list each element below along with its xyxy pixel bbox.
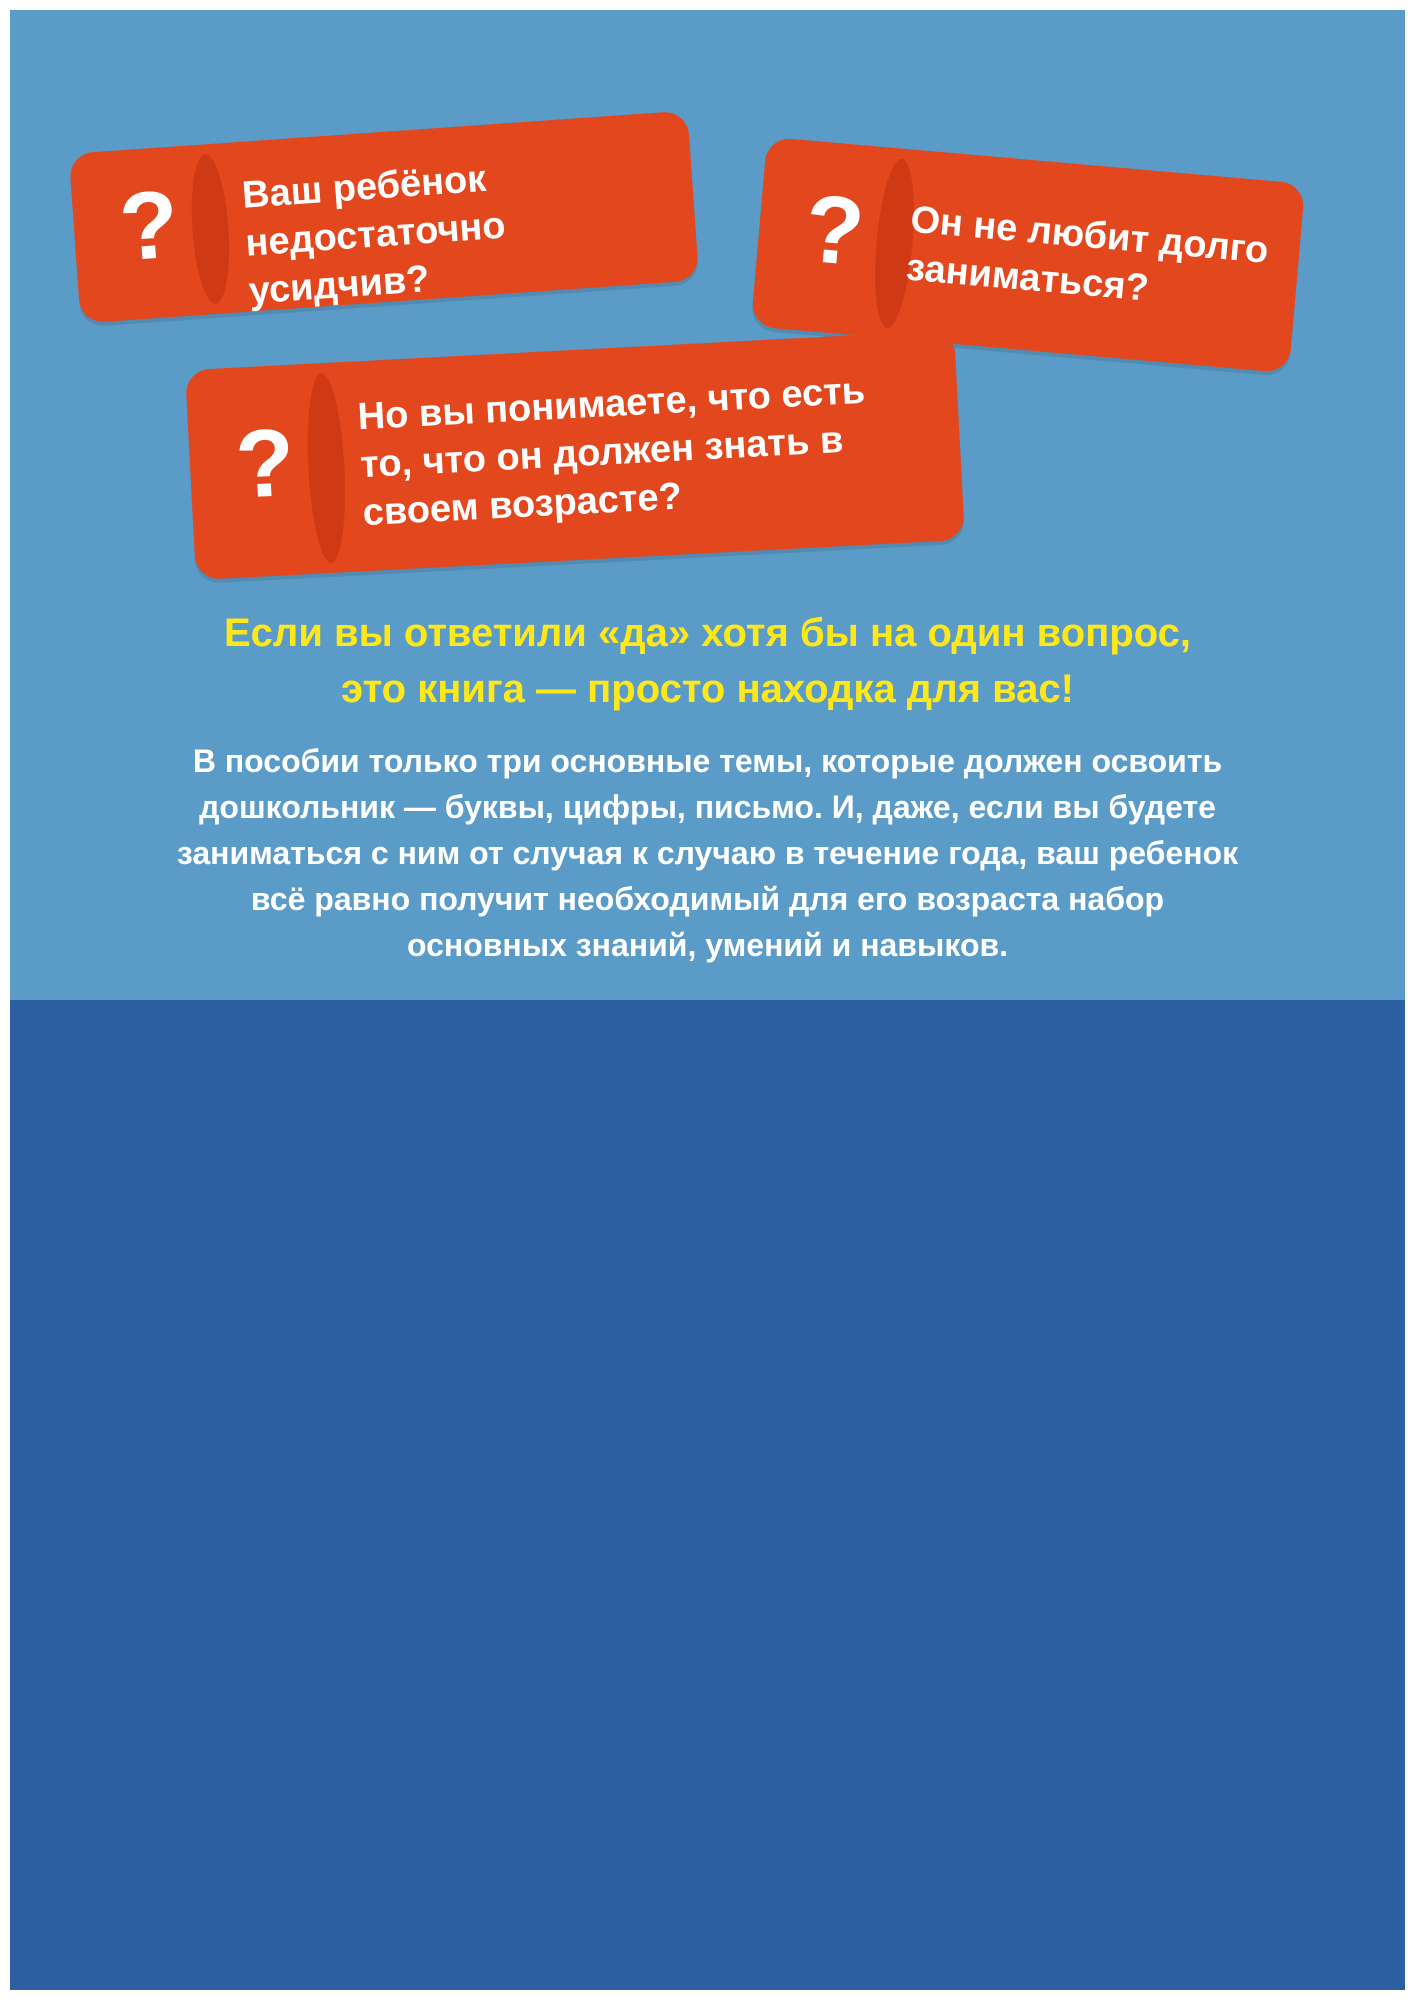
top-panel (10, 10, 1405, 1000)
question-bubble-1 (69, 111, 699, 324)
question-text-2: Он не любит долго заниматься? (904, 198, 1270, 310)
question-bubble-3 (185, 330, 965, 580)
headline (10, 605, 1405, 717)
description-line: В пособии только три основные темы, которые должен освоить (192, 743, 1223, 779)
description-line: дошкольник — буквы, цифры, письмо. И, даже, если вы будете (199, 789, 1216, 825)
description-line: всё равно получит необходимый для его возраста набор (250, 881, 1165, 917)
question-text-3: Но вы понимаете, что есть то, что он должен знать в своем возрасте? (356, 369, 867, 535)
bottom-panel (10, 1000, 1405, 1990)
description (90, 738, 1325, 968)
headline-line-1: Если вы ответили «да» хотя бы на один вопрос, (224, 611, 1191, 655)
headline-line-2: это книга — просто находка для вас! (341, 667, 1074, 711)
description-line: заниматься с ним от случая к случаю в течение года, ваш ребенок (176, 835, 1239, 871)
question-mark-icon: ? (800, 174, 869, 287)
question-mark-icon: ? (232, 408, 298, 519)
back-cover (10, 10, 1405, 1990)
question-text-1: Ваш ребёнок недостаточно усидчив? (240, 157, 507, 313)
description-line: основных знаний, умений и навыков. (406, 927, 1009, 963)
question-mark-icon: ? (116, 170, 183, 282)
